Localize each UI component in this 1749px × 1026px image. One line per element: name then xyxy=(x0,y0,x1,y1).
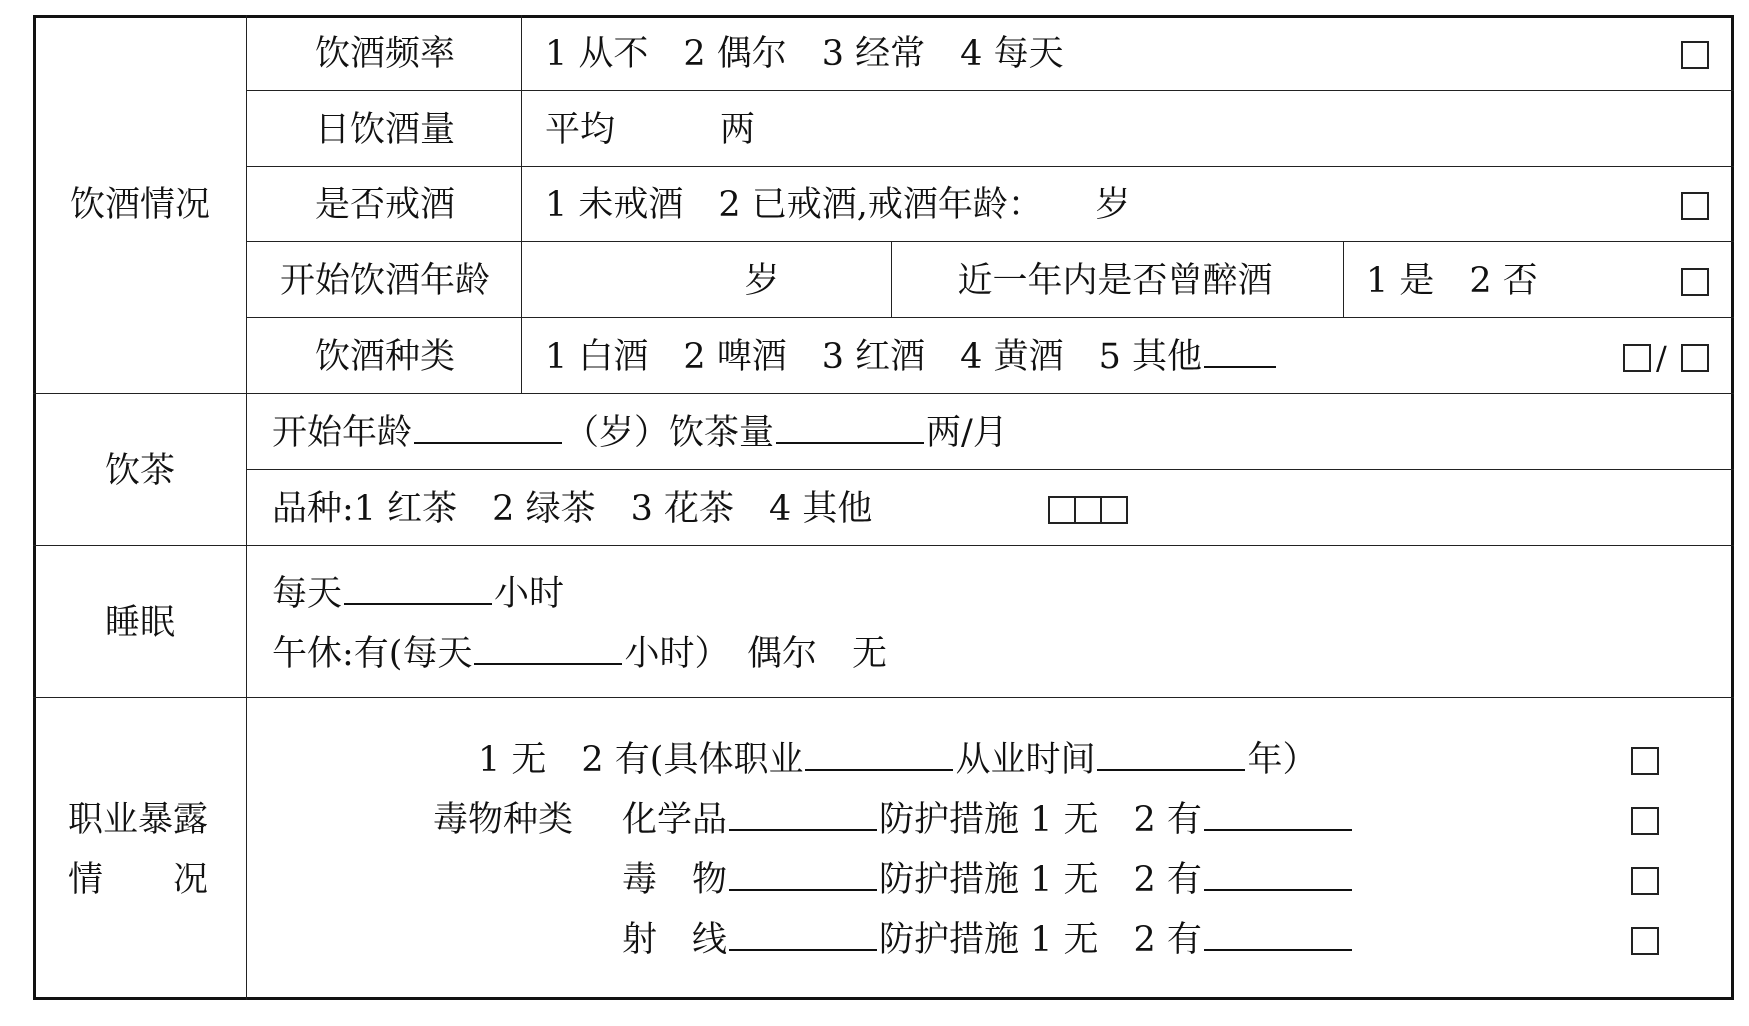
section-label-occupation-1: 职业暴露 xyxy=(68,800,209,840)
exposure-measure: 防护措施 1 无 2 有 xyxy=(879,860,1202,900)
col-divider xyxy=(891,241,892,317)
sleep-daily-prefix: 每天 xyxy=(272,574,343,614)
section-label-tea: 饮茶 xyxy=(104,451,176,491)
checkbox-tea-variety-2[interactable] xyxy=(1074,496,1102,524)
exposure-blank[interactable] xyxy=(729,861,877,891)
section-divider xyxy=(33,697,1734,698)
exposure-row-radiation xyxy=(622,920,1354,960)
occupation-mid: 从业时间 xyxy=(955,740,1096,780)
section-label-sleep: 睡眠 xyxy=(104,603,176,643)
options-quit-drinking: 1 未戒酒 2 已戒酒,戒酒年龄： 岁 xyxy=(545,185,1131,225)
tea-amount-unit: 两/月 xyxy=(926,413,1008,453)
occupation-suffix: 年） xyxy=(1247,740,1318,780)
slash-separator: / xyxy=(1656,339,1667,377)
label-start-drinking-age: 开始饮酒年龄 xyxy=(279,261,491,301)
checkbox-exposure-poison[interactable] xyxy=(1631,867,1659,895)
options-drink-type-text: 1 白酒 2 啤酒 3 红酒 4 黄酒 5 其他 xyxy=(545,337,1202,377)
checkbox-occupation[interactable] xyxy=(1631,747,1659,775)
sleep-daily-unit: 小时 xyxy=(494,574,565,614)
exposure-name: 射 线 xyxy=(622,920,728,960)
nap-hours-blank[interactable] xyxy=(474,635,622,665)
col-divider xyxy=(246,15,247,1000)
checkbox-tea-variety-1[interactable] xyxy=(1048,496,1076,524)
checkbox-drinking-frequency[interactable] xyxy=(1681,41,1709,69)
tea-age-unit: （岁） xyxy=(564,413,670,453)
exposure-row-poison xyxy=(622,860,1354,900)
sleep-nap-suffix: 小时） 偶尔 无 xyxy=(624,634,887,674)
checkbox-exposure-radiation[interactable] xyxy=(1631,927,1659,955)
checkbox-drunk-last-year[interactable] xyxy=(1681,268,1709,296)
exposure-name: 化学品 xyxy=(622,800,728,840)
tea-amount-label: 饮茶量 xyxy=(669,413,775,453)
measure-blank[interactable] xyxy=(1204,801,1352,831)
exposure-name: 毒 物 xyxy=(622,860,728,900)
row-divider xyxy=(246,241,1734,242)
other-drink-blank[interactable] xyxy=(1204,338,1276,368)
checkbox-exposure-chemical[interactable] xyxy=(1631,807,1659,835)
row-divider xyxy=(246,166,1734,167)
section-label-drinking: 饮酒情况 xyxy=(69,185,211,225)
exposure-measure: 防护措施 1 无 2 有 xyxy=(879,920,1202,960)
row-divider xyxy=(246,90,1734,91)
sleep-daily-line xyxy=(272,574,564,614)
exposure-row-chemical xyxy=(622,800,1354,840)
tea-start-age-label: 开始年龄 xyxy=(272,413,413,453)
occupation-years-blank[interactable] xyxy=(1097,741,1245,771)
sleep-nap-line xyxy=(272,634,887,674)
exposure-blank[interactable] xyxy=(729,801,877,831)
measure-blank[interactable] xyxy=(1204,921,1352,951)
options-drink-type xyxy=(545,337,1278,377)
label-drink-type: 饮酒种类 xyxy=(314,337,456,377)
options-drinking-frequency: 1 从不 2 偶尔 3 经常 4 每天 xyxy=(545,34,1064,74)
tea-amount-blank[interactable] xyxy=(776,414,924,444)
col-divider xyxy=(1343,241,1344,317)
checkbox-drink-type-2[interactable] xyxy=(1681,344,1709,372)
row-divider xyxy=(246,469,1734,470)
label-drunk-last-year: 近一年内是否曾醉酒 xyxy=(957,261,1273,301)
unit-start-drinking-age: 岁 xyxy=(744,261,780,301)
tea-start-and-amount xyxy=(272,413,1008,453)
sleep-nap-prefix: 午休:有(每天 xyxy=(272,634,473,674)
section-label-occupation-2: 情 况 xyxy=(68,860,209,900)
section-divider xyxy=(33,393,1734,394)
occupation-blank[interactable] xyxy=(805,741,953,771)
measure-blank[interactable] xyxy=(1204,861,1352,891)
label-quit-drinking: 是否戒酒 xyxy=(314,185,456,225)
sleep-hours-blank[interactable] xyxy=(344,575,492,605)
label-daily-amount: 日饮酒量 xyxy=(314,110,456,150)
occupation-line xyxy=(478,740,1317,780)
tea-start-age-blank[interactable] xyxy=(414,414,562,444)
checkbox-quit-drinking[interactable] xyxy=(1681,192,1709,220)
checkbox-tea-variety-3[interactable] xyxy=(1100,496,1128,524)
exposure-blank[interactable] xyxy=(729,921,877,951)
toxin-type-label: 毒物种类 xyxy=(433,800,574,840)
label-drinking-frequency: 饮酒频率 xyxy=(314,34,456,74)
col-divider xyxy=(521,15,522,393)
tea-variety-options: 品种:1 红茶 2 绿茶 3 花茶 4 其他 xyxy=(272,489,873,529)
row-divider xyxy=(246,317,1734,318)
text-daily-amount: 平均 两 xyxy=(545,110,756,150)
section-divider xyxy=(33,545,1734,546)
options-drunk-last-year: 1 是 2 否 xyxy=(1366,261,1538,301)
exposure-measure: 防护措施 1 无 2 有 xyxy=(879,800,1202,840)
checkbox-drink-type-1[interactable] xyxy=(1623,344,1651,372)
occupation-prefix: 1 无 2 有(具体职业 xyxy=(478,740,804,780)
